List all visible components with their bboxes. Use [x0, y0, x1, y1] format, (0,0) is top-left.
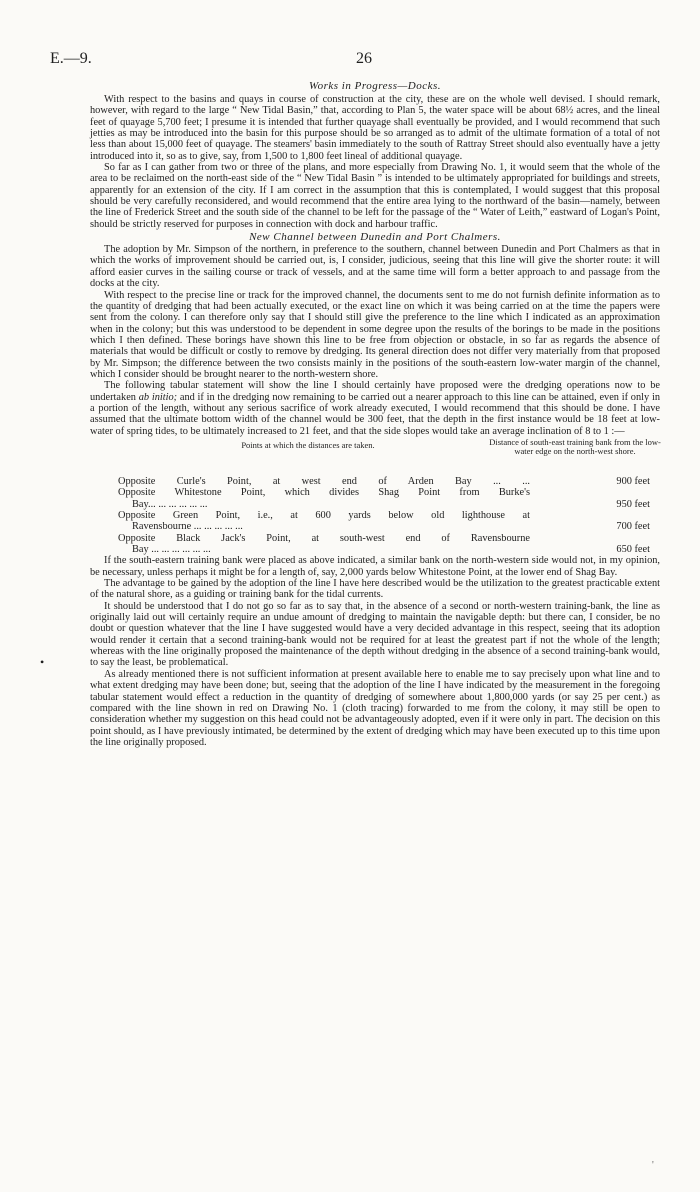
table-row-value: 700 feet: [616, 521, 650, 533]
paragraph-training-bank: If the south-eastern training bank were placed as above indicated, a similar bank on the north-western side would not, in my opinion, be necessary, unless perhaps it might be for a length of, say, 2,000 yards below Whitestone Point, at the lower end of Shag Bay.: [90, 555, 660, 578]
paragraph-insufficient-information: As already mentioned there is not sufficient information at present available here to enable me to say precisely upon what line and to what extent dredging may have been done; but, seeing that the adoption of the line I have indicated by the measurement in the foregoing tabular statement would effect a reduction in the quantity of dredging of somewhere about 1,800,000 yards (or say 25 per cent.) as compared with the line shown in red on Drawing No. 1 (cloth tracing) forwarded to me from the colony, it may still be open to consideration whether my suggestion on this head could not be advantageously adopted, even if it were only in part. The decision on this point should, as I have previously intimated, be determined by the extent of dredging which may have been executed up to this time upon the line originally proposed.: [90, 668, 660, 748]
section-heading-channel: New Channel between Dunedin and Port Chalmers.: [249, 231, 501, 244]
margin-mark: •: [40, 655, 45, 669]
table-row-label-cont: Bay... ... ... ... ... ...: [132, 498, 208, 510]
table-row: [118, 476, 660, 487]
tabular-intro-b: and if in the dredging now remaining to be carried out a nearer approach to this line can be attained, even if only in a portion of the length, without any serious sacrifice of work already executed, I would recommend that this should be done. I have assumed that the ultimate bottom width of the channel would be 300 feet, that the depth in the first instance would be 18 feet at low-water of spring tides, to be ultimately increased to 21 feet, and that the side slopes would take an average inclination of 8 to 1 :—: [90, 391, 660, 437]
page-number: 26: [356, 50, 372, 67]
paragraph-basins: With respect to the basins and quays in course of construction at the city, these are on the whole well devised. I should remark, however, with regard to the large “ New Tidal Basin,” that, according to Plan 5, the water space will be about 68½ acres, and the lineal feet of quayage 5,700 feet; I presume it is intended that further quayage shall eventually be provided, and I would recommend that such jetties as may be introduced into the basin for this purpose should be so arranged as to admit of the ultimate formation of a total of not less than about 15,000 feet of quayage. The steamers' basin immediately to the south of Rattray Street should also eventually have a jetty introduced into it, so as to give, say, from 1,500 to 1,800 feet lineal of additional quayage.: [90, 94, 660, 162]
document-body: [90, 80, 660, 748]
table-row-label: Opposite Curle's Point, at west end of Arden Bay ... ...: [118, 475, 530, 487]
paragraph-tabular-intro: [90, 380, 660, 437]
table-row: [118, 533, 660, 556]
section-heading-works: Works in Progress—Docks.: [308, 80, 442, 92]
table-row-label: [118, 487, 530, 510]
paragraph-northern-channel: The adoption by Mr. Simpson of the northern, in preference to the southern, channel between Dunedin and Port Chalmers as that in which the works of improvement should be carried out, is, I consider, judicious, seeing that this line will give the shorter route: it will afford easier curves in the sailing course or track of vessels, and at the same time will form a better approach to and passage from the docks at the city.: [90, 244, 660, 290]
paragraph-channel-line: With respect to the precise line or track for the improved channel, the documents sent to me do not furnish definite information as to the quantity of dredging that had been actually executed, or the exact line on which it was being carried on at the time the papers were sent from the colony. I can therefore only say that I should still give the preference to the line which I indicated as an approximation when in the colony; but this was understood to be dependent in some degree upon the results of the borings to be made in the positions which I then defined. These borings have shown this line to be free from objection or obstacle, in so far as regards the absence of materials that would be difficult or costly to remove by dredging. Its general direction does not differ very materially from that proposed by Mr. Simpson; the difference between the two consists mainly in the positions of the south-eastern low-water margin of the channel, which I consider should be brought nearer to the north-western shore.: [90, 289, 660, 380]
table-row-label: [118, 533, 530, 556]
table-row: [118, 510, 660, 533]
table-row: [118, 487, 660, 510]
table-row-label-line: Opposite Whitestone Point, which divides Shag Point from Burke's: [118, 487, 530, 499]
bottom-mark: ': [652, 1160, 654, 1171]
page-header: [50, 50, 660, 70]
table-row-label-cont: Ravensbourne ... ... ... ... ...: [132, 521, 243, 533]
table-row-label-line: Opposite Black Jack's Point, at south-west end of Ravensbourne: [118, 532, 530, 544]
document-reference: E.—9.: [50, 50, 92, 67]
table-right-header: Distance of south-east training bank from the low-water edge on the north-west shore.: [489, 436, 661, 457]
table-left-header: Points at which the distances are taken.: [241, 439, 375, 450]
table-header: [90, 438, 660, 476]
table-row-value: 650 feet: [616, 544, 650, 556]
paragraph-advantage: The advantage to be gained by the adoption of the line I have here described would be the utilization to the greatest practicable extent of the natural shore, as a guiding or training bank for the tidal currents.: [90, 578, 660, 601]
paragraph-reclaimed-area: So far as I can gather from two or three of the plans, and more especially from Drawing No. 1, it would seem that the whole of the area to be reclaimed on the north-east side of the “ New Tidal Basin ” is intended to be ultimately appropriated for buildings and streets, apparently for an extension of the city. If I am correct in the assumption that this is contemplated, I would suggest that this proposal should be very carefully reconsidered, and would recommend that the entire area lying to the northward of the basin—namely, between the line of Frederick Street and the south side of the channel to be left for the passage of the “ Water of Leith,” eastward of Logan's Point, should be strictly reserved for purposes in connection with dock and harbour traffic.: [90, 162, 660, 230]
tabular-intro-italic: ab initio;: [138, 391, 178, 403]
table-row-label: [118, 510, 530, 533]
paragraph-second-bank: It should be understood that I do not go so far as to say that, in the absence of a second or north-western training-bank, the line as originally laid out will certainly require an undue amount of dredging to maintain the navigable depth: but there can, I consider, be no doubt or question whatever that the line I have suggested would have a very decided advantage in this respect, seeing that its adoption would render it certain that a second training-bank would not be required for at least the greatest part if not the whole of the length; whereas with the line originally proposed the maintenance of the depth without dredging in the absence of a second training-bank would, to say the least, be problematical.: [90, 600, 660, 669]
table-row-value: 950 feet: [616, 498, 650, 510]
tabular-intro-a: The following tabular statement will show the line I should certainly have proposed were the dredging operations now to be undertaken: [90, 380, 660, 403]
table-row-label-line: Opposite Green Point, i.e., at 600 yards below old lighthouse at: [118, 510, 530, 521]
table-row-label-cont: Bay ... ... ... ... ... ...: [132, 544, 211, 556]
table-row-value: 900 feet: [616, 475, 650, 487]
